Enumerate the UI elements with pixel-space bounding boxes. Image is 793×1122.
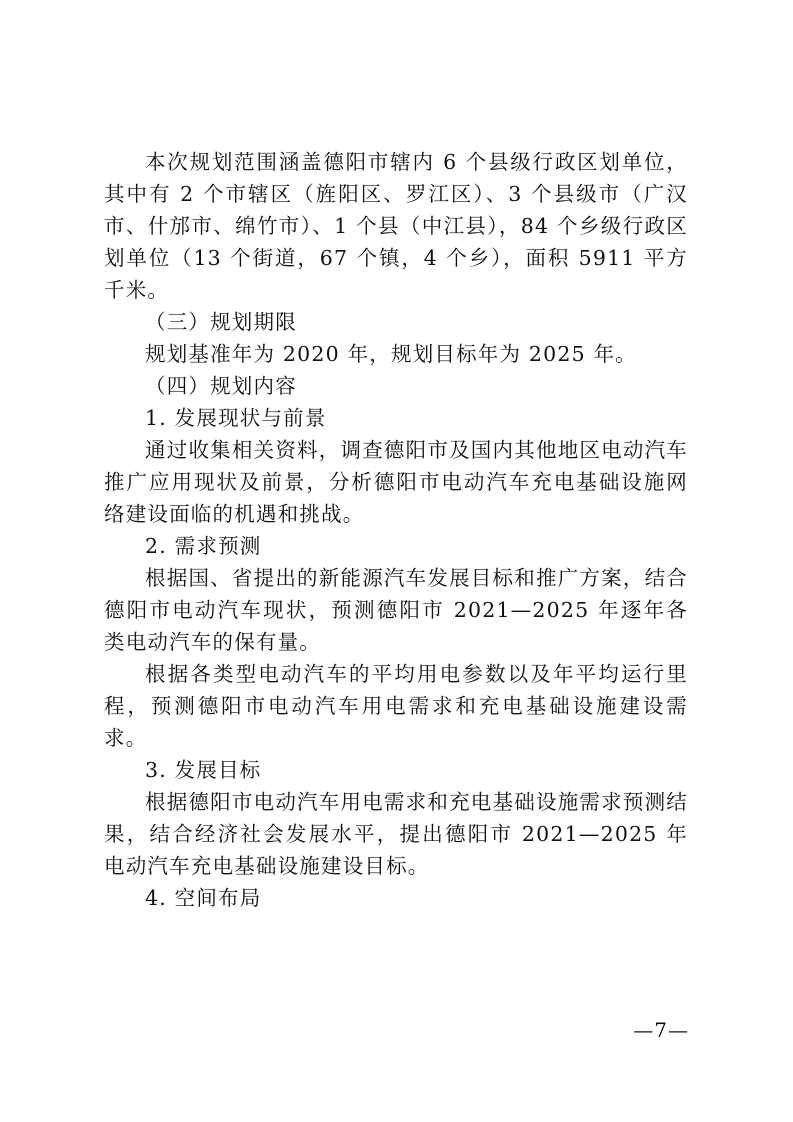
- subheading-development-goals: 3. 发展目标: [145, 758, 262, 782]
- paragraph-planning-years: 规划基准年为 2020 年，规划目标年为 2025 年。: [145, 342, 638, 366]
- paragraph-development-goals: 根据德阳市电动汽车用电需求和充电基础设施需求预测结果，结合经济社会发展水平，提出德阳市 2021—2025 年电动汽车充电基础设施建设目标。: [104, 790, 688, 878]
- paragraph-planning-scope: 本次规划范围涵盖德阳市辖内 6 个县级行政区划单位，其中有 2 个市辖区（旌阳区、罗江区）、3 个县级市（广汉市、什邡市、绵竹市）、1 个县（中江县），84 个乡级行政区划单位（13 个街道，67 个镇，4 个乡），面积 5911 平方千米。: [104, 150, 688, 302]
- paragraph-demand-forecast-2: 根据各类型电动汽车的平均用电参数以及年平均运行里程，预测德阳市电动汽车用电需求和充电基础设施建设需求。: [104, 662, 688, 750]
- subheading-spatial-layout: 4. 空间布局: [145, 886, 262, 910]
- subheading-status-prospects: 1. 发展现状与前景: [145, 406, 327, 430]
- paragraph-demand-forecast-1: 根据国、省提出的新能源汽车发展目标和推广方案，结合德阳市电动汽车现状，预测德阳市 2021—2025 年逐年各类电动汽车的保有量。: [104, 566, 688, 654]
- page-number: —7—: [633, 1018, 689, 1042]
- subheading-demand-forecast: 2. 需求预测: [145, 534, 262, 558]
- heading-planning-period: （三）规划期限: [145, 310, 297, 334]
- document-body: [104, 146, 688, 914]
- heading-planning-content: （四）规划内容: [145, 374, 297, 398]
- paragraph-status-prospects: 通过收集相关资料，调查德阳市及国内其他地区电动汽车推广应用现状及前景，分析德阳市电动汽车充电基础设施网络建设面临的机遇和挑战。: [104, 438, 688, 526]
